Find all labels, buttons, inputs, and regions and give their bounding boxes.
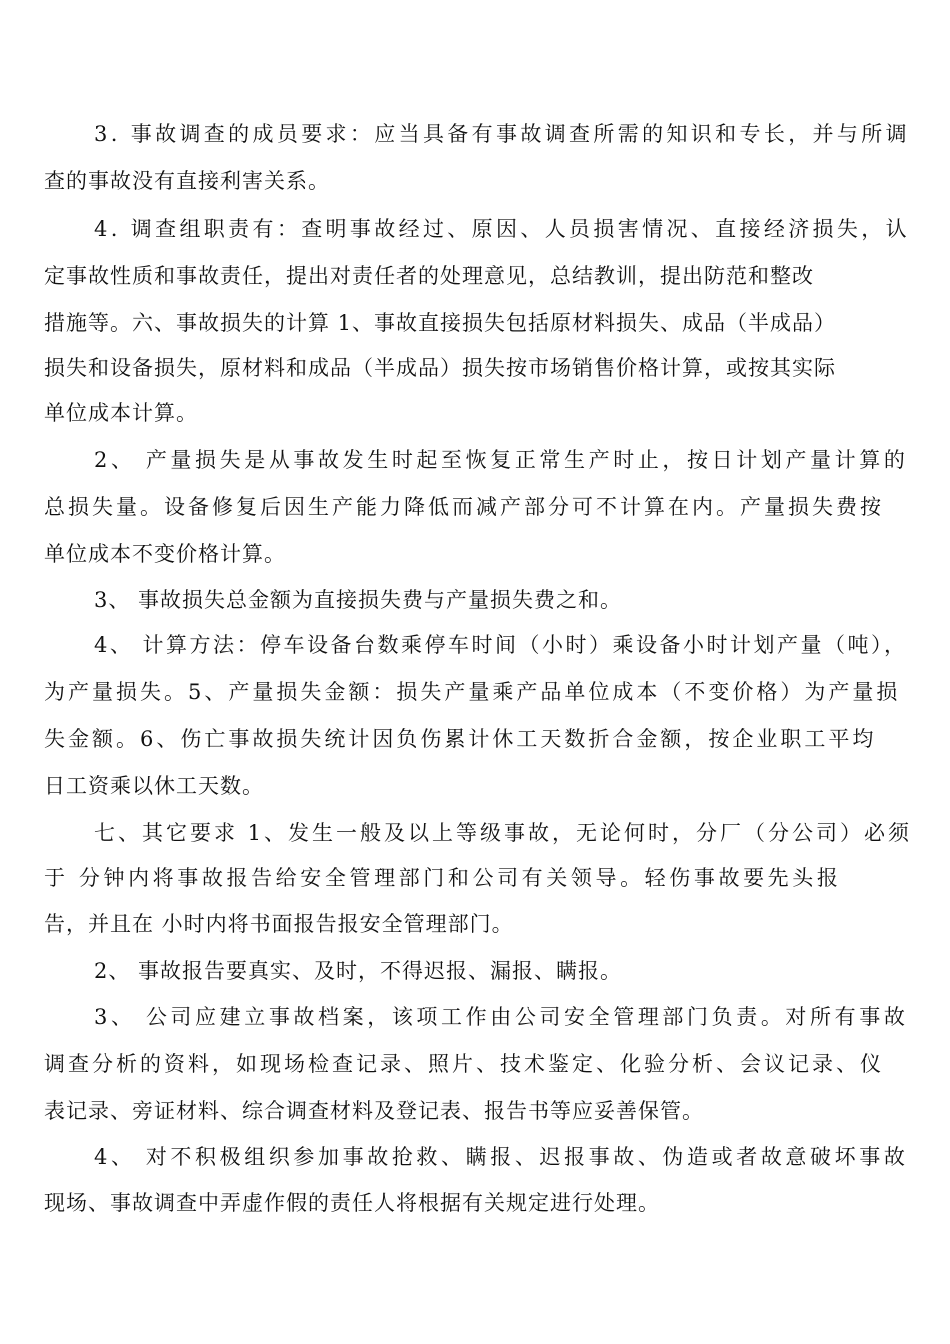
text-line: 2、 事故报告要真实、及时，不得迟报、漏报、瞒报。 (94, 959, 623, 983)
text-line: 调查分析的资料，如现场检查记录、照片、技术鉴定、化验分析、会议记录、仪 (44, 1052, 884, 1076)
text-line: 3. 事故调查的成员要求：应当具备有事故调查所需的知识和专长，并与所调 (94, 122, 910, 146)
text-line: 总损失量。设备修复后因生产能力降低而减产部分可不计算在内。产量损失费按 (44, 495, 884, 519)
text-line: 七、其它要求 1、发生一般及以上等级事故，无论何时，分厂（分公司）必须 (94, 821, 913, 845)
text-line: 3、 公司应建立事故档案，该项工作由公司安全管理部门负责。对所有事故 (94, 1005, 909, 1029)
text-line: 单位成本计算。 (44, 401, 198, 425)
text-line: 3、 事故损失总金额为直接损失费与产量损失费之和。 (94, 588, 623, 612)
text-line: 2、 产量损失是从事故发生时起至恢复正常生产时止，按日计划产量计算的 (94, 448, 909, 472)
text-line: 日工资乘以休工天数。 (44, 774, 264, 798)
text-line: 现场、事故调查中弄虚作假的责任人将根据有关规定进行处理。 (44, 1191, 660, 1215)
text-line: 措施等。六、事故损失的计算 1、事故直接损失包括原材料损失、成品（半成品） (44, 311, 837, 335)
text-line: 4. 调查组职责有：查明事故经过、原因、人员损害情况、直接经济损失，认 (94, 217, 910, 241)
text-line: 4、 计算方法：停车设备台数乘停车时间（小时）乘设备小时计划产量（吨）， (94, 633, 908, 657)
text-line: 损失和设备损失，原材料和成品（半成品）损失按市场销售价格计算，或按其实际 (44, 356, 836, 380)
text-line: 于 分钟内将事故报告给安全管理部门和公司有关领导。轻伤事故要先头报 (44, 866, 842, 890)
text-line: 定事故性质和事故责任，提出对责任者的处理意见，总结教训，提出防范和整改 (44, 264, 814, 288)
text-line: 4、 对不积极组织参加事故抢救、瞒报、迟报事故、伪造或者故意破坏事故 (94, 1145, 909, 1169)
text-line: 为产量损失。5、产量损失金额：损失产量乘产品单位成本（不变价格）为产量损 (44, 680, 901, 704)
text-line: 告，并且在 小时内将书面报告报安全管理部门。 (44, 912, 514, 936)
text-line: 单位成本不变价格计算。 (44, 542, 286, 566)
text-line: 查的事故没有直接利害关系。 (44, 169, 330, 193)
text-line: 表记录、旁证材料、综合调查材料及登记表、报告书等应妥善保管。 (44, 1099, 704, 1123)
text-line: 失金额。6、伤亡事故损失统计因负伤累计休工天数折合金额，按企业职工平均 (44, 727, 877, 751)
